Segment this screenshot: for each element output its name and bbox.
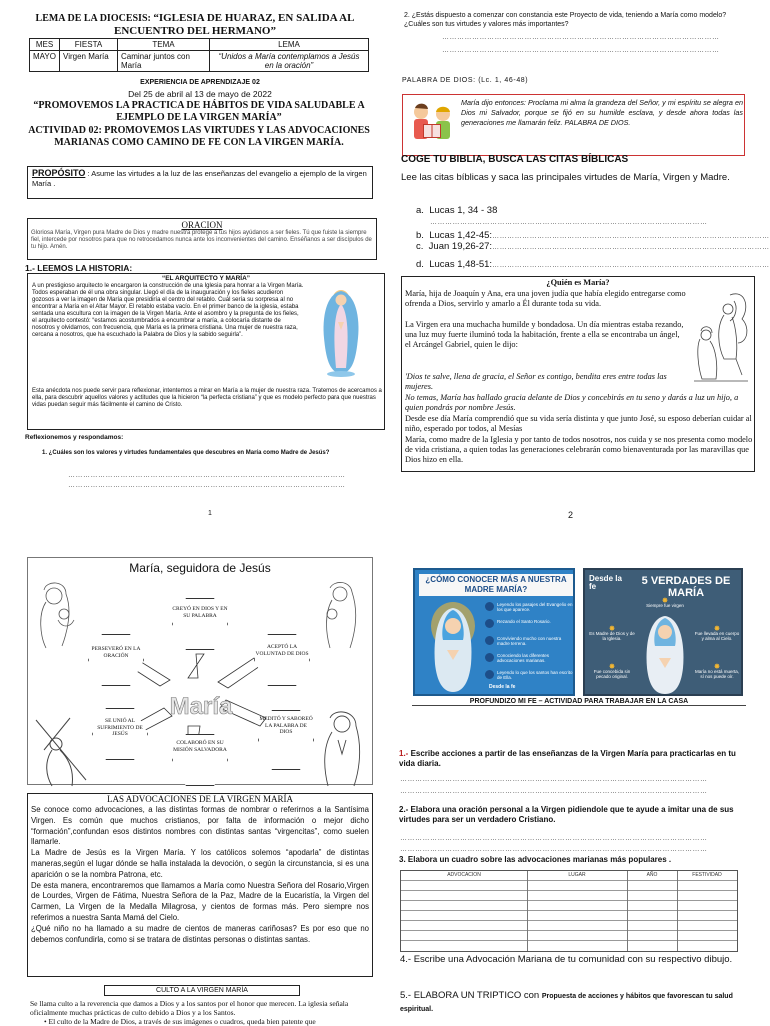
advocaciones-table-header — [401, 871, 737, 880]
th-lugar: LUGAR — [568, 872, 586, 878]
table-col-divider — [677, 871, 678, 951]
poster2-title: 5 VERDADES DE MARÍA — [641, 575, 731, 599]
table-row[interactable] — [401, 930, 737, 931]
cita-answer-d[interactable]: ………………………………………………………………………………………………… — [492, 262, 770, 269]
star-icon: ✸ — [661, 596, 669, 605]
table-row[interactable] — [401, 900, 737, 901]
th-festividad: FESTIVIDAD — [692, 872, 722, 878]
verdad-3-text: Fue llevada en cuerpo y alma al Cielo. — [694, 631, 740, 641]
cita-text: María dijo entonces: Proclama mi alma la grandeza del Señor, y mi espíritu se alegra en Dios mi Salvador, porque se fijó en su humilde esclava, y desde ahora todas las generaciones me llamarán feliz. PALABRA DE DIOS. — [461, 98, 743, 127]
table-row[interactable] — [401, 880, 737, 881]
virgin-mary-illustration — [314, 288, 368, 378]
act2-line-1[interactable]: …………………………………………………………………………………………………………… — [400, 835, 708, 842]
virgin-mary-poster2-figure — [639, 610, 691, 694]
page-1 — [0, 0, 384, 517]
cita-answer-c[interactable]: ………………………………………………………………………………………………… — [492, 244, 770, 251]
poster1-item — [485, 619, 573, 636]
reflexionemos-label: Reflexionemos y respondamos: — [25, 434, 124, 441]
cita-box — [402, 94, 745, 156]
lema-text: “IGLESIA DE HUARAZ, EN SALIDA AL ENCUENTRO DEL HERMANO” — [114, 12, 355, 37]
actividad-2: 2.- Elabora una oración personal a la Virgen pidiendole que te ayude a imitar una de sus virtudes para ser un verdadero Cristiano. — [399, 805, 734, 824]
verdad-5-text: María no está muerta, sí nos puede oír. — [694, 669, 740, 679]
cita-letter: c. — [416, 241, 424, 252]
th-fiesta: FIESTA — [60, 39, 118, 51]
quien-title: ¿Quién es María? — [546, 278, 610, 287]
td-lema: “Unidos a María contemplamos a Jesús en la oración” — [210, 51, 369, 72]
cita-answer-a[interactable]: ………………………………………………………………………………………………… — [430, 219, 708, 226]
table-row[interactable] — [401, 940, 737, 941]
virgin-mary-poster-figure — [425, 600, 481, 694]
td-tema: Caminar juntos con María — [118, 51, 210, 72]
virtud-2: ACEPTÓ LA VOLUNTAD DE DIOS — [255, 644, 309, 657]
palabra-label: PALABRA DE DIOS: (Lc. 1, 46-48) — [402, 77, 529, 84]
advocaciones-table — [400, 870, 738, 952]
maria-center-word: María — [169, 693, 233, 720]
table-row[interactable] — [401, 910, 737, 911]
lema-table — [29, 38, 369, 72]
poster1-item — [485, 636, 573, 653]
lema-table-row — [30, 51, 369, 72]
actividad-5 — [400, 990, 745, 1016]
star-icon: ✸ — [713, 662, 721, 671]
cita-ref: Lucas 1,48-51: — [429, 259, 493, 270]
act1-line-2[interactable]: …………………………………………………………………………………………………………… — [400, 788, 708, 795]
table-col-divider — [627, 871, 628, 951]
virtud-4: COLABORÓ EN SU MISIÓN SALVADORA — [173, 740, 227, 753]
table-row[interactable] — [401, 920, 737, 921]
star-icon: ✸ — [608, 624, 616, 633]
cita-item — [416, 259, 770, 273]
verdad-4-text: Fue concebida sin pecado original. — [593, 669, 631, 679]
promovemos-text: LA PRACTICA DE HÁBITOS DE VIDA SALUDABLE A EJEMPLO DE LA VIRGEN MARÍA” — [115, 100, 365, 123]
instruccion: Lee las citas bíblicas y saca las principales virtudes de María, Virgen y Madre. — [401, 172, 730, 183]
actividad-4: 4.- Escribe una Advocación Mariana de tu comunidad con su respectivo dibujo. — [400, 954, 733, 965]
star-icon: ✸ — [713, 624, 721, 633]
coge-heading: COGE TU BIBLIA, BUSCA LAS CITAS BÍBLICAS — [401, 154, 629, 165]
answer-line-3[interactable]: ………………………………………………………………………………………………… — [442, 34, 720, 41]
star-icon: ✸ — [608, 662, 616, 671]
cita-ref: Lucas 1,42-45: — [429, 230, 493, 241]
page-number-2: 2 — [568, 510, 574, 520]
rosary-icon — [485, 619, 494, 628]
adv-p2: La Madre de Jesús es la Virgen María. Y los católicos solemos “apodarla” de distintas maneras,según el lugar dónde se halla instalada la devoción, o según la circunstancia, si es una aparición o se la nombra Patrona, etc. — [31, 848, 369, 879]
experiencia-title: EXPERIENCIA DE APRENDIZAJE 02 — [140, 79, 260, 86]
verdad-3 — [693, 626, 741, 641]
advocaciones-title: LAS ADVOCACIONES DE LA VIRGEN MARÍA — [106, 794, 294, 804]
td-mes: MAYO — [30, 51, 60, 72]
poster2-brand: Desde la fe — [589, 574, 622, 591]
act2-line-2[interactable]: …………………………………………………………………………………………………………… — [400, 846, 708, 853]
quien-quote-1: 'Dios te salve, llena de gracia, el Señor es contigo, bendita eres entre todas las mujeres. — [405, 372, 667, 391]
culto-bullet-text: El culto de la Madre de Dios, a través de sus imágenes o cuadros, queda bien patente que — [48, 1017, 316, 1026]
page-2 — [384, 0, 770, 520]
kids-reading-bible-icon — [407, 100, 457, 150]
virtud-3: MEDITÓ Y SABOREÓ LA PALABRA DE DIOS — [259, 716, 313, 735]
table-row[interactable] — [401, 890, 737, 891]
poster1-title: ¿CÓMO CONOCER MÁS A NUESTRA MADRE MARÍA? — [419, 574, 573, 596]
cita-ref: Lucas 1, 34 - 38 — [429, 205, 498, 216]
cita-item — [416, 241, 770, 255]
historia-p1: A un prestigioso arquitecto le encargaron la construcción de una Iglesia para honrar a la Virgen María. Todos esperaban de él una obra singular. Llegó el día de la inauguración y los fieles acudieron gozosos a ver la imagen de María que presidiría el centro del retablo. Cuál sería su sorpresa al no encontrar a María en el Altar Mayor. El retablo estaba vacío. En el primer banco de la iglesia, estaba sentada una escultura con la imagen de la Virgen María. Ante el asombro y la pregunta de los fieles, el arquitecto contestó: “estamos acostumbrados a encumbrar a maría, a colocaría distante de nosotros y olvidarnos, con frecuencia, que María es la primera cristiana. Una mujer de nuestra raza, cercana a nosotros, que ha escuchado la Palabra de Dios y la sabido seguirla”. — [32, 283, 304, 338]
answer-line-4[interactable]: ………………………………………………………………………………………………… — [442, 47, 720, 54]
verdad-4 — [589, 664, 635, 679]
saints-writing-icon — [485, 670, 494, 679]
historia-title: “EL ARQUITECTO Y MARÍA” — [161, 275, 251, 282]
quien-p3: Desde ese día María comprendió que su vida sería distinta y que junto José, su esposo deberían cuidar al niño, esperado por todos, al Mesías — [405, 414, 752, 433]
lema-label: LEMA DE LA DIOCESIS: — [35, 13, 154, 24]
citas-list — [416, 205, 770, 273]
annunciation-illustration — [690, 287, 752, 385]
quien-es-maria-box — [401, 276, 755, 472]
cita-letter: d. — [416, 259, 424, 270]
historia-box — [27, 273, 385, 430]
cita-answer-b[interactable]: ………………………………………………………………………………………………… — [492, 233, 770, 240]
adv-p4: ¿Qué niño no ha llamado a su madre de cientos de maneras cariñosas? Es por eso que no debemos confundirla, como si se tratara de distintas personas o distintas santas. — [31, 923, 369, 944]
verdad-1-text: Siempre fue virgen — [646, 603, 684, 608]
lema-table-header — [30, 39, 369, 51]
virtud-5: SE UNIÓ AL SUFRIMIENTO DE JESÚS — [97, 718, 143, 737]
cita-letter: a. — [416, 205, 424, 216]
proposito-text: : Asume las virtudes a la luz de las enseñanzas del evangelio a ejemplo de la virgen María . — [32, 169, 367, 188]
diagram-title: María, seguidora de Jesús — [129, 561, 271, 575]
verdad-2-text: Es Madre de Dios y de la Iglesia. — [589, 631, 635, 641]
book-icon — [485, 602, 494, 611]
answer-line-2[interactable]: ………………………………………………………………………………………………… — [68, 482, 346, 489]
cita-ref: Juan 19,26-27: — [428, 241, 493, 252]
virtud-6: PERSEVERÓ EN LA ORACIÓN — [91, 646, 141, 659]
verdad-1 — [641, 598, 689, 608]
leemos-heading: 1.- LEEMOS LA HISTORIA: — [25, 263, 133, 273]
quien-p2: La Virgen era una muchacha humilde y bondadosa. Un día mientras estaba rezando, una luz muy fuerte iluminó toda la habitación, frente a ella se encontraba un ángel, el Arcángel Gabriel, quien le dijo: — [405, 320, 684, 349]
verdad-5 — [693, 664, 741, 679]
poster1-brand: Desde la fe — [489, 684, 516, 690]
virtud-1: CREYÓ EN DIOS Y EN SU PALABRA — [172, 606, 228, 619]
cita-item — [416, 230, 770, 241]
page-3 — [0, 512, 384, 1024]
pregunta-2: 2. ¿Estás dispuesto a comenzar con constancia este Proyecto de vida, teniendo a María como modelo? ¿Cuáles son tus virtudes y valores más importantes? — [404, 12, 727, 28]
poster1-item-text: Conociendo las diferentes advocaciones marianas. — [497, 653, 550, 664]
act5-con: con — [523, 990, 542, 1001]
oracion-title: ORACION — [181, 220, 223, 230]
advocaciones-icon — [485, 653, 494, 662]
th-mes: MES — [30, 39, 60, 51]
th-ano: AÑO — [646, 872, 658, 878]
promovemos-heading — [24, 100, 374, 123]
quien-p4: María, como madre de la Iglesia y por tanto de todos nosotros, nos cuida y se nos presenta como modelo de vida cristiana, a quien todas las generaciones celebrarán como bienaventurada por las maravillas que Dios hizo en ella. — [405, 435, 753, 464]
verdad-2 — [589, 626, 635, 641]
profundizo-heading: PROFUNDIZO MI FE – ACTIVIDAD PARA TRABAJAR EN LA CASA — [412, 698, 746, 706]
cita-item — [416, 205, 746, 219]
poster1-item — [485, 653, 573, 670]
mother-icon — [485, 636, 494, 645]
actividad-1 — [399, 749, 744, 769]
actividad-3: 3. Elabora un cuadro sobre las advocaciones marianas más populares . — [399, 855, 672, 864]
seguidora-diagram — [27, 557, 373, 785]
cita-letter: b. — [416, 230, 424, 241]
poster-5-verdades — [583, 568, 743, 696]
historia-p2: Esta anécdota nos puede servir para reflexionar, intentemos a mirar en María a la mujer de nuestra raza. Tratemos de acercamos a ella, para descubrir aquellos valores y actitudes que la hicieron “la perfecta cristiana” y que es modelo perfecto para que nuestras vidas puedan seguir más fácilmente el camino de Cristo. — [32, 388, 382, 408]
td-fiesta: Virgen María — [60, 51, 118, 72]
page-number-1: 1 — [208, 510, 212, 517]
answer-line-1[interactable]: ………………………………………………………………………………………………… — [68, 472, 346, 479]
culto-bullet: • El culto de la Madre de Dios, a través de sus imágenes o cuadros, queda bien patente que — [44, 1017, 316, 1026]
poster1-item-text: Leyendo los pasajes del Evangelio en los que aparece. — [497, 602, 573, 613]
act5-text: Propuesta de acciones y hábitos que favorescan tu salud espiritual. — [400, 993, 733, 1013]
poster1-list — [485, 602, 573, 687]
poster1-item-text: Conviviendo mucho con nuestra madre terrena. — [497, 636, 562, 647]
th-advocacion: ADVOCACION — [447, 872, 481, 878]
quien-quote-2: No temas, María has hallado gracia delante de Dios y concebirás en tu seno y darás a luz un hijo, a quien pondrás por nombre Jesús. — [405, 393, 739, 412]
act5-label: 5.- ELABORA UN TRIPTICO — [400, 990, 524, 1001]
fechas: Del 25 de abril al 13 de mayo de 2022 — [128, 89, 272, 99]
pregunta-1: 1. ¿Cuáles son los valores y virtudes fundamentales que descubres en María como Madre de Jesús? — [42, 450, 330, 456]
lema-heading — [20, 12, 370, 38]
culto-p1: Se llama culto a la reverencia que damos a Dios y a los santos por el honor que merecen. La iglesia señala oficialmente muchas prácticas de culto debido a Dios y a los Santos. — [30, 999, 349, 1017]
oracion-box — [27, 218, 377, 260]
promovemos-label: “PROMOVEMOS — [33, 100, 116, 111]
oracion-text: Gloriosa María, Virgen pura Madre de Dios y madre nuestra protege a tus hijos ayúdanos a ser fieles. Tú que fuiste la siempre fiel, intercede por nosotros para que no retrocedamos nunca ante los inconvenientes del camino. Enséñanos a ser discípulos de tu hijo. Amén. — [31, 230, 372, 250]
adv-p3: De esta manera, encontraremos que llamamos a María como Nuestra Señora del Rosario,Virgen de Lourdes, Virgen de Fátima, Nuestra Señora de la Paz, Madre de la Eucaristía, la Virgen del Carmen, La Virgen de la Medalla Milagrosa, y cientos de formas más. Pero siempre nos referimos a nuestra Santa Mamá del Cielo. — [31, 880, 369, 922]
adv-p1: Se conoce como advocaciones, a las distintas formas de nombrar o referirnos a la Santísima Virgen. Es común que muchos cristianos, por falta de información o mejor dicho “formación”,confundan esos distintos nombres con distintas santas “virgencitas”, como suelen llamarle. — [31, 805, 369, 847]
quien-p1: María, hija de Joaquín y Ana, era una joven judía que había elegido entregarse como ofrenda a Dios, servirlo y amarlo a Él durante toda su vida. — [405, 289, 686, 308]
proposito-box — [27, 166, 373, 199]
advocaciones-box — [27, 793, 373, 977]
culto-title: CULTO A LA VIRGEN MARÍA — [104, 985, 300, 996]
table-col-divider — [527, 871, 528, 951]
poster1-item-text: Leyendo lo que los santos han escrito de Ella. — [497, 670, 573, 681]
th-tema: TEMA — [118, 39, 210, 51]
proposito-label: PROPÓSITO — [32, 168, 86, 178]
poster1-item-text: Rezando el Santo Rosario. — [497, 619, 551, 624]
th-lema: LEMA — [210, 39, 369, 51]
poster1-item — [485, 602, 573, 619]
act1-number: 1.- — [399, 749, 411, 758]
poster-conocer-maria — [413, 568, 575, 696]
actividad-title: ACTIVIDAD 02: PROMOVEMOS LAS VIRTUDES Y LAS ADVOCACIONES MARIANAS COMO CAMINO DE FE CON LA VIRGEN MARÍA. — [28, 125, 370, 148]
act1-text: Escribe acciones a partir de las enseñanzas de la Virgen María para practicarlas en tu vida diaria. — [399, 749, 736, 768]
act1-line-1[interactable]: …………………………………………………………………………………………………………… — [400, 776, 708, 783]
